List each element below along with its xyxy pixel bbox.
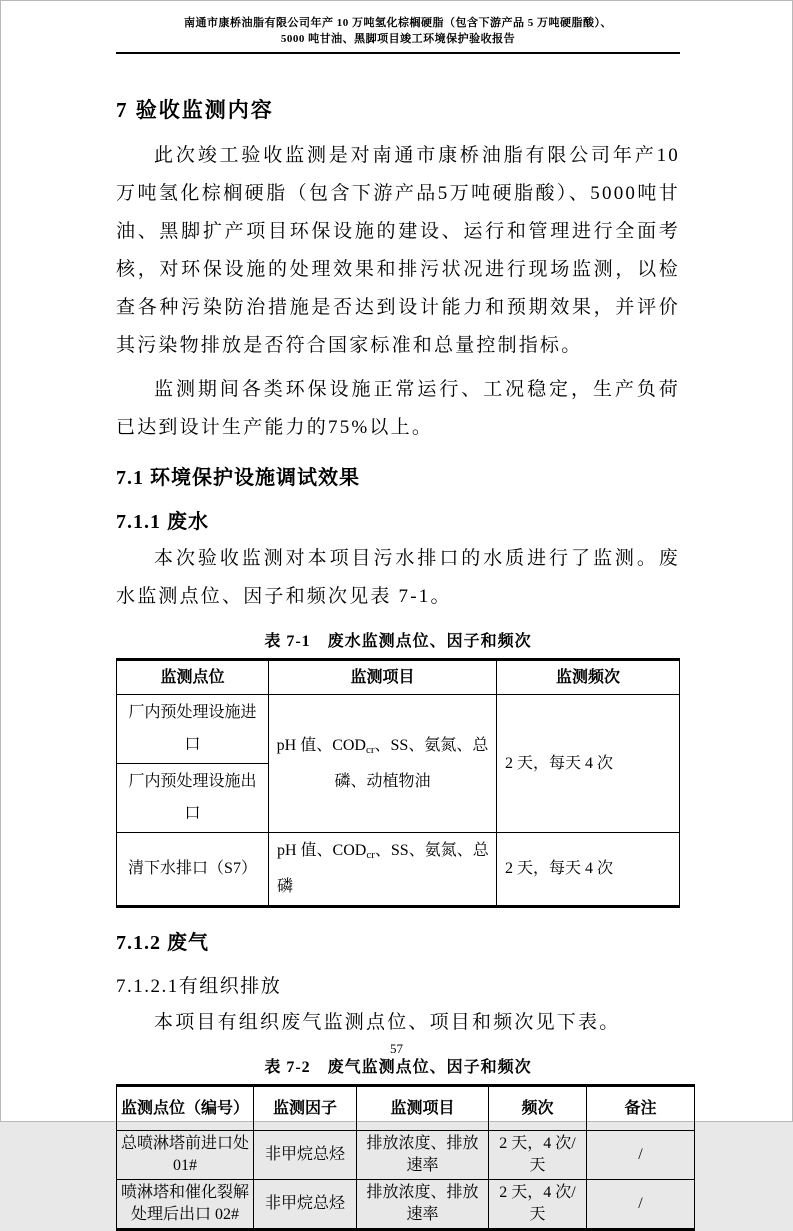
column-header-point-id: 监测点位（编号） [117, 1086, 254, 1131]
cell-remark: / [587, 1180, 695, 1230]
cell-point-inlet: 厂内预处理设施进口 [117, 695, 269, 764]
cod-subscript: cr [366, 849, 375, 861]
cell-factor: 非甲烷总烃 [254, 1131, 357, 1180]
item-text: 、SS、氨氮、总磷 [277, 842, 489, 895]
table-7-1 [116, 658, 680, 908]
table-7-2-caption: 表 7-2 废气监测点位、因子和频次 [264, 1059, 532, 1076]
page-header [116, 15, 680, 54]
item-text: 、SS、氨氮、总磷、动植物油 [334, 736, 489, 790]
section-heading-7-1: 7.1 环境保护设施调试效果 [116, 467, 360, 489]
cod-subscript: cr [365, 743, 375, 756]
section-heading-7: 7 验收监测内容 [116, 98, 274, 122]
column-header-item: 监测项目 [357, 1086, 489, 1131]
cell-item: 排放浓度、排放速率 [357, 1131, 489, 1180]
cell-frequency: 2 天，4 次/天 [489, 1180, 587, 1230]
table-header-row [117, 660, 680, 695]
section-heading-7-1-2-1: 7.1.2.1有组织排放 [116, 976, 282, 997]
table-header-row [117, 1086, 695, 1131]
paragraph-overview: 此次竣工验收监测是对南通市康桥油脂有限公司年产10万吨氢化棕榈硬脂（包含下游产品5万吨硬脂酸）、5000吨甘油、黑脚扩产项目环保设施的建设、运行和管理进行全面考核，对环保设施的处理效果和排污状况进行现场监测，以检查各种污染防治措施是否达到设计能力和预期效果，并评价其污染物排放是否符合国家标准和总量控制指标。 [116, 145, 680, 356]
cell-item-s7 [269, 833, 497, 907]
cell-frequency: 2 天，4 次/天 [489, 1131, 587, 1180]
page-number: 57 [390, 1041, 403, 1056]
column-header-remark: 备注 [587, 1086, 695, 1131]
column-header-item: 监测项目 [269, 660, 497, 695]
header-line-2: 5000 吨甘油、黑脚项目竣工环境保护验收报告 [280, 33, 516, 45]
table-7-1-caption: 表 7-1 废水监测点位、因子和频次 [264, 633, 532, 650]
column-header-point: 监测点位 [117, 660, 269, 695]
table-row [117, 1180, 695, 1230]
cell-item-merged [269, 695, 497, 833]
table-row [117, 833, 680, 907]
paragraph-gas: 本项目有组织废气监测点位、项目和频次见下表。 [154, 1012, 621, 1033]
item-text: pH 值、COD [276, 736, 366, 754]
cell-point-s7: 清下水排口（S7） [117, 833, 269, 907]
cell-frequency-merged: 2 天，每天 4 次 [497, 695, 680, 833]
cell-item: 排放浓度、排放速率 [357, 1180, 489, 1230]
cell-point: 喷淋塔和催化裂解处理后出口 02# [117, 1180, 254, 1230]
paragraph-wastewater: 本次验收监测对本项目污水排口的水质进行了监测。废水监测点位、因子和频次见表 7-1。 [116, 548, 680, 607]
column-header-frequency: 监测频次 [497, 660, 680, 695]
table-7-2 [116, 1084, 695, 1231]
column-header-frequency: 频次 [489, 1086, 587, 1131]
section-heading-7-1-1: 7.1.1 废水 [116, 511, 209, 533]
column-header-factor: 监测因子 [254, 1086, 357, 1131]
table-row [117, 1131, 695, 1180]
cell-point-outlet: 厂内预处理设施出口 [117, 764, 269, 833]
item-text: pH 值、COD [277, 842, 367, 859]
cell-factor: 非甲烷总烃 [254, 1180, 357, 1230]
page-footer [1, 1041, 792, 1057]
header-line-1: 南通市康桥油脂有限公司年产 10 万吨氢化棕榈硬脂（包含下游产品 5 万吨硬脂酸）、 [184, 17, 612, 29]
cell-frequency-s7: 2 天，每天 4 次 [497, 833, 680, 907]
cell-remark: / [587, 1131, 695, 1180]
cell-point: 总喷淋塔前进口处 01# [117, 1131, 254, 1180]
section-heading-7-1-2: 7.1.2 废气 [116, 932, 209, 954]
paragraph-load: 监测期间各类环保设施正常运行、工况稳定，生产负荷已达到设计生产能力的75%以上。 [116, 379, 680, 438]
table-row [117, 695, 680, 764]
